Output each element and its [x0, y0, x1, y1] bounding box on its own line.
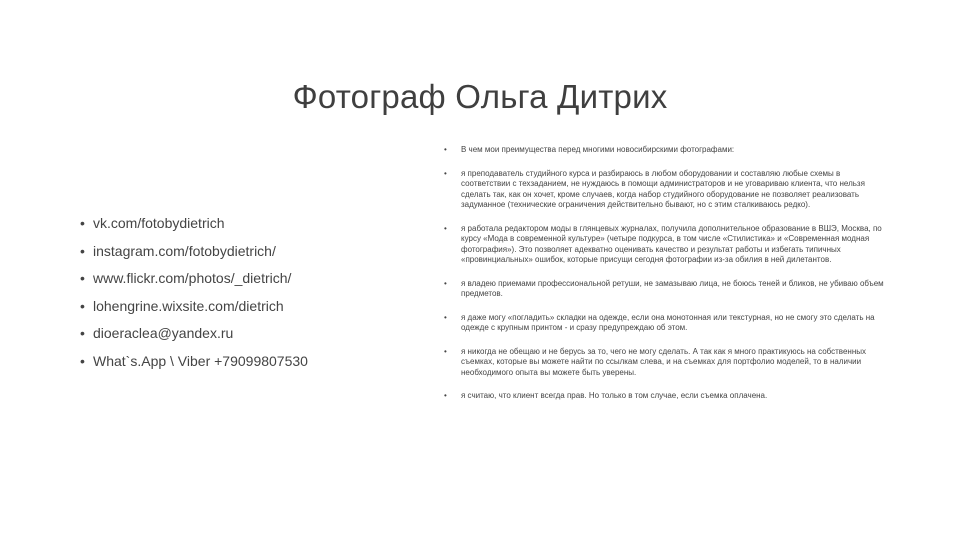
advantage-text: я работала редактором моды в глянцевых журналах, получила дополнительное образование в ВШЭ, Москва, по курсу «Мода в современной культуре» (четыре подкурса, в том числе «Стилистика» и «Современная модная фотография»). Это позволяет адекватно оценивать качество и результат работы и избегать типичных «провинциальных» ошибок, которые присущи сегодня фотографии из-за обилия в ней дилетантов.: [461, 223, 882, 264]
slide-title: Фотограф Ольга Дитрих: [292, 78, 668, 115]
bullet-icon: •: [80, 215, 85, 231]
advantage-item: [444, 279, 889, 300]
advantage-item: [444, 145, 889, 156]
contact-item-phone: [80, 352, 410, 370]
bullet-icon: •: [80, 325, 85, 341]
contact-text: dioeraclea@yandex.ru: [93, 325, 234, 341]
bullet-icon: •: [444, 391, 447, 400]
advantage-text: я преподаватель студийного курса и разбираюсь в любом оборудовании и составляю любые схемы в соответствии с техзаданием, не нуждаюсь в помощи администраторов и не уговариваю клиента, что нельзя сделать так, как он хочет, кроме случаев, когда набор студийного оборудование не позволяет реализовать задуманное (технические ограничения действительно бывают, но с этим сталкиваюсь редко).: [461, 168, 865, 209]
contacts-list: [80, 214, 410, 379]
bullet-icon: •: [444, 346, 447, 356]
bullet-icon: •: [80, 270, 85, 286]
advantage-text: В чем мои преимущества перед многими новосибирскими фотографами:: [461, 145, 735, 154]
advantage-text: я считаю, что клиент всегда прав. Но только в том случае, если съемка оплачена.: [461, 391, 768, 400]
bullet-icon: •: [444, 145, 447, 154]
contact-item-flickr: [80, 269, 410, 287]
contact-item-email: [80, 324, 410, 342]
bullet-icon: •: [444, 168, 447, 178]
advantage-text: я никогда не обещаю и не берусь за то, чего не могу сделать. А так как я много практикуюсь на собственных съемках, которые вы можете найти по ссылкам слева, и на съемках для портфолио моделей, то в наличии необходимого опыта вы можете быть уверены.: [461, 346, 866, 377]
advantage-item: [444, 169, 889, 211]
bullet-icon: •: [80, 352, 85, 369]
advantage-item: [444, 224, 889, 266]
bullet-icon: •: [80, 297, 85, 314]
advantage-text: я владею приемами профессиональной ретуши, не замазываю лица, не боюсь теней и бликов, не убиваю объем предметов.: [461, 278, 884, 298]
bullet-icon: •: [444, 278, 447, 288]
bullet-icon: •: [444, 312, 447, 322]
advantages-list: [444, 145, 889, 402]
contact-text: lohengrine.wixsite.com/dietrich: [93, 297, 284, 314]
advantage-item: [444, 313, 889, 334]
advantage-item: [444, 391, 889, 402]
bullet-icon: •: [80, 242, 85, 259]
advantage-text: я даже могу «погладить» складки на одежде, если она монотонная или текстурная, но не смогу это сделать на одежде с крупным принтом - и сразу предупреждаю об этом.: [461, 312, 875, 332]
contact-item-vk: [80, 214, 410, 232]
contact-text: www.flickr.com/photos/_dietrich/: [93, 270, 292, 286]
contact-item-wixsite: [80, 297, 410, 315]
contact-text: What`s.App \ Viber +79099807530: [93, 352, 308, 369]
advantage-item: [444, 347, 889, 379]
contact-item-instagram: [80, 242, 410, 260]
contact-text: vk.com/fotobydietrich: [93, 215, 225, 231]
bullet-icon: •: [444, 223, 447, 233]
contact-text: instagram.com/fotobydietrich/: [93, 242, 276, 259]
